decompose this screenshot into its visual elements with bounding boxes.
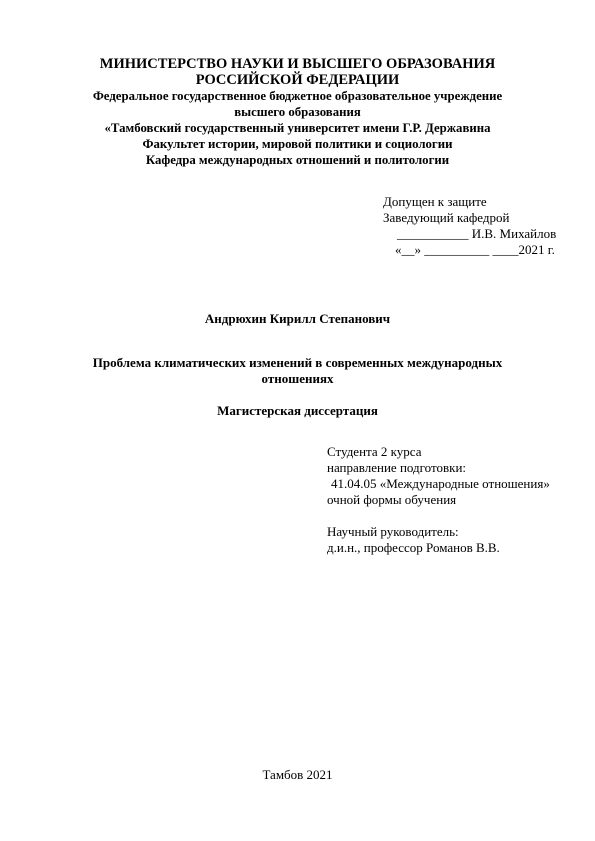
supervisor-value: д.и.н., профессор Романов В.В.	[327, 540, 500, 555]
ministry-line-2: РОССИЙСКОЙ ФЕДЕРАЦИИ	[195, 72, 400, 88]
student-info-block	[327, 444, 587, 556]
institution-line-1: Федеральное государственное бюджетное образовательное учреждение	[92, 89, 503, 103]
admitted-label: Допущен к защите	[383, 194, 487, 209]
institution-line-2: высшего образования	[234, 105, 361, 119]
direction-value: 41.04.05 «Международные отношения»	[331, 476, 550, 491]
thesis-title: Проблема климатических изменений в современных международных отношениях	[92, 355, 503, 386]
supervisor-label: Научный руководитель:	[327, 524, 459, 539]
direction-label: направление подготовки:	[327, 460, 467, 475]
document-header	[60, 56, 535, 168]
department-name: Кафедра международных отношений и политологии	[145, 153, 450, 167]
study-form: очной формы обучения	[327, 492, 457, 507]
faculty-name: Факультет истории, мировой политики и социологии	[142, 137, 453, 151]
student-course: Студента 2 курса	[327, 444, 422, 459]
ministry-line-1: МИНИСТЕРСТВО НАУКИ И ВЫСШЕГО ОБРАЗОВАНИЯ	[99, 56, 496, 72]
university-name: «Тамбовский государственный университет имени Г.Р. Державина	[104, 121, 491, 135]
city-year: Тамбов 2021	[262, 767, 333, 782]
author-name: Андрюхин Кирилл Степанович	[204, 311, 391, 326]
head-of-department-label: Заведующий кафедрой	[383, 210, 510, 225]
spacer	[327, 508, 587, 524]
approval-block	[383, 194, 583, 258]
approval-date-line: «__» __________ ____2021 г.	[395, 242, 555, 257]
signature-line: ___________ И.В. Михайлов	[397, 226, 557, 241]
thesis-type: Магистерская диссертация	[217, 403, 378, 418]
